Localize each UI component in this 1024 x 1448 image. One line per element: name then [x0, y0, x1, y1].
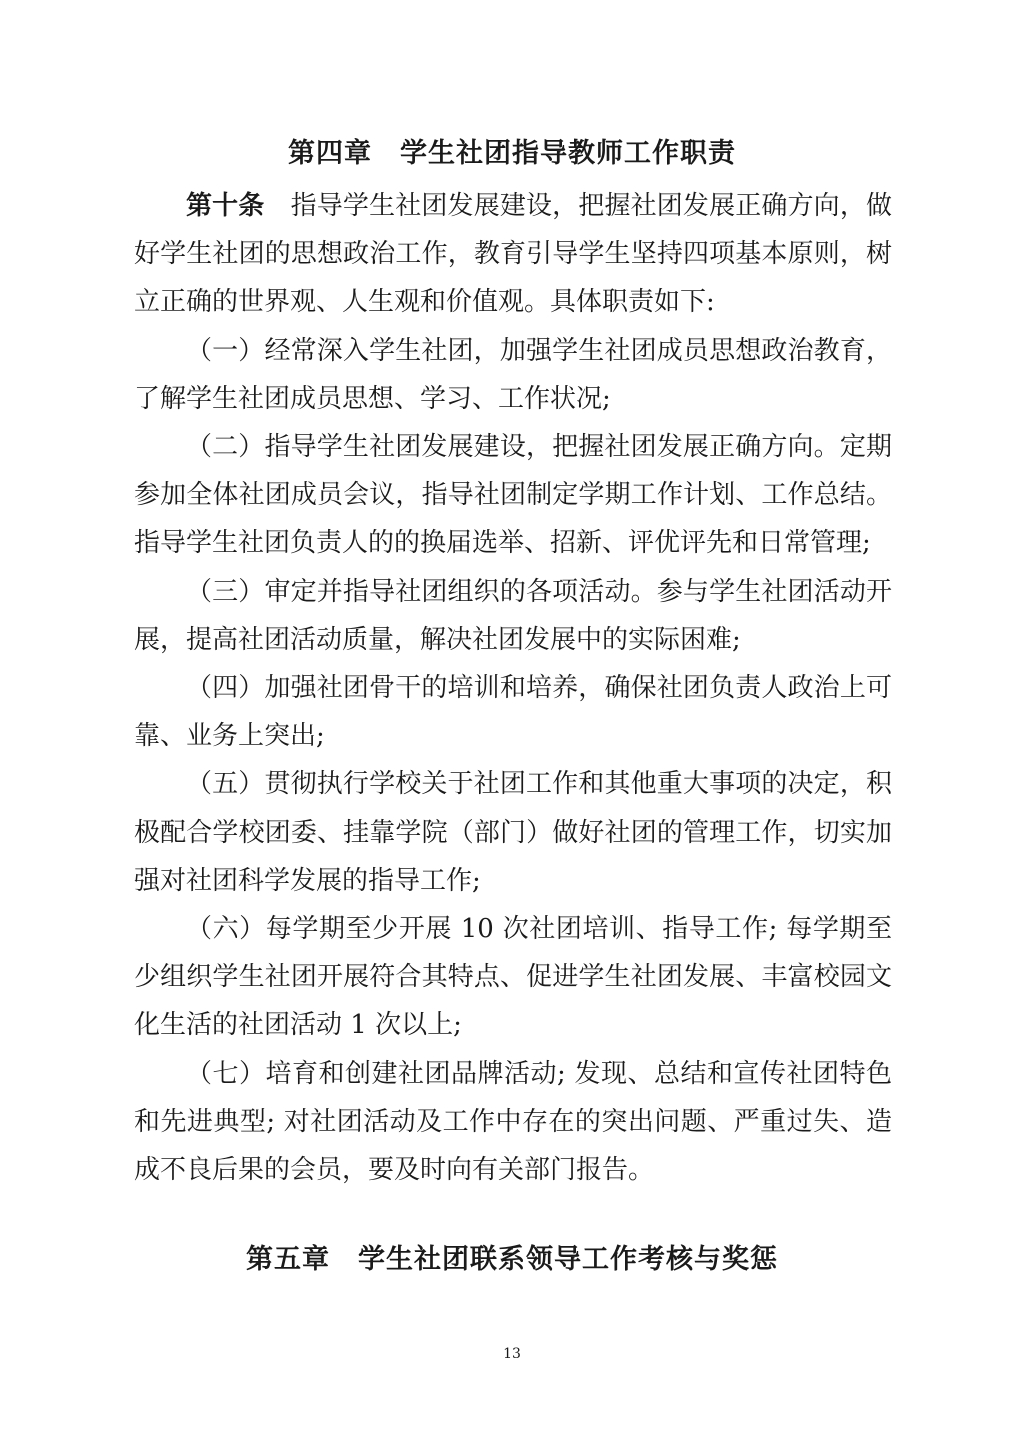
duty-item-6: （六）每学期至少开展 10 次社团培训、指导工作; 每学期至少组织学生社团开展符合其特点、促进学生社团发展、丰富校园文化生活的社团活动 1 次以上; [134, 914, 892, 1041]
chapter-4-title: 第四章 学生社团指导教师工作职责 [288, 138, 736, 169]
duty-item-7: （七）培育和创建社团品牌活动; 发现、总结和宣传社团特色和先进典型; 对社团活动及工作中存在的突出问题、严重过失、造成不良后果的会员，要及时向有关部门报告。 [134, 1058, 892, 1186]
document-body [134, 182, 892, 1194]
article-10-paragraph [134, 182, 892, 327]
page-number: 13 [503, 1346, 521, 1362]
duty-item-2: （二）指导学生社团发展建设，把握社团发展正确方向。定期参加全体社团成员会议，指导社团制定学期工作计划、工作总结。指导学生社团负责人的的换届选举、招新、评优评先和日常管理; [134, 432, 892, 559]
duty-item-1: （一）经常深入学生社团，加强学生社团成员思想政治教育，了解学生社团成员思想、学习、工作状况; [134, 335, 892, 414]
article-10-text: 指导学生社团发展建设，把握社团发展正确方向，做好学生社团的思想政治工作，教育引导学生坚持四项基本原则，树立正确的世界观、人生观和价值观。具体职责如下: [134, 191, 892, 318]
chapter-5-title: 第五章 学生社团联系领导工作考核与奖惩 [246, 1244, 778, 1275]
article-10-label: 第十条 [186, 191, 265, 221]
duty-item-5: （五）贯彻执行学校关于社团工作和其他重大事项的决定，积极配合学校团委、挂靠学院（部门）做好社团的管理工作，切实加强对社团科学发展的指导工作; [134, 769, 892, 896]
duty-item-3: （三）审定并指导社团组织的各项活动。参与学生社团活动开展，提高社团活动质量，解决社团发展中的实际困难; [134, 576, 892, 655]
duty-item-4: （四）加强社团骨干的培训和培养，确保社团负责人政治上可靠、业务上突出; [134, 673, 892, 752]
